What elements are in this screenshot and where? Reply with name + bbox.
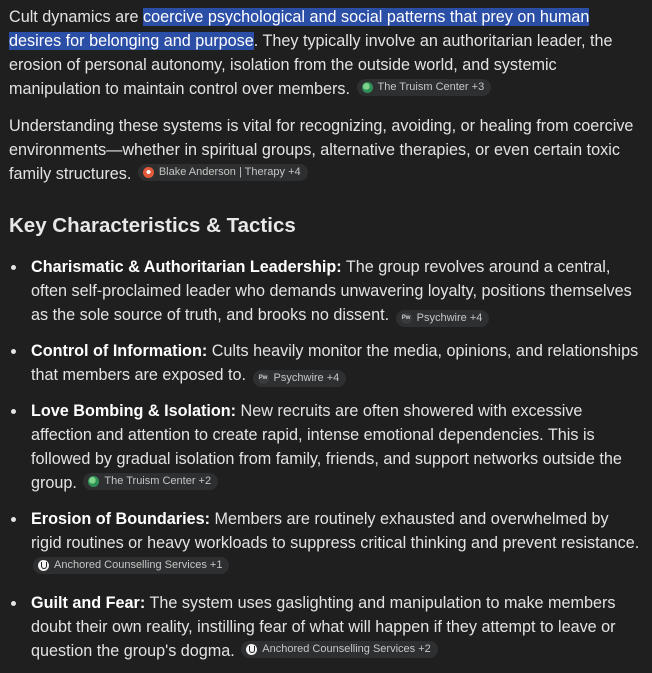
source-chip-psychwire[interactable]	[396, 310, 490, 327]
source-chip-label: Psychwire +4	[416, 312, 483, 324]
source-chip-blake[interactable]	[138, 164, 308, 181]
list-item	[9, 591, 642, 663]
item-term: Guilt and Fear:	[31, 594, 146, 612]
truism-center-logo-icon	[362, 82, 373, 93]
anchored-counselling-logo-icon	[38, 560, 49, 571]
list-item	[9, 399, 642, 495]
section-heading: Key Characteristics & Tactics	[9, 214, 296, 237]
source-chip-label: Anchored Counselling Services +1	[54, 559, 223, 571]
context-paragraph	[9, 114, 642, 186]
source-chip-label: The Truism Center +3	[377, 81, 485, 93]
intro-rest: . They typically involve an authoritarian leader, the erosion of personal autonomy, isolation from the outside world, and systemic manipulation to maintain control over members.	[9, 32, 613, 98]
item-text: Cults heavily monitor the media, opinions, and relationships that members are exposed to.	[31, 342, 639, 384]
intro-lead: Cult dynamics are	[9, 8, 144, 26]
list-item	[9, 255, 642, 327]
source-chip-truism[interactable]	[83, 473, 218, 490]
blake-anderson-logo-icon	[143, 167, 154, 178]
source-chip-truism[interactable]	[357, 79, 492, 96]
item-text: The system uses gaslighting and manipulation to make members doubt their own reality, instilling fear of what will happen if they attempt to leave or question the group's dogma.	[31, 594, 616, 660]
psychwire-logo-icon: Pw	[401, 313, 412, 324]
list-item	[9, 507, 642, 579]
item-term: Love Bombing & Isolation:	[31, 402, 237, 420]
characteristics-list	[9, 255, 642, 663]
source-chip-psychwire[interactable]	[253, 370, 347, 387]
item-term: Charismatic & Authoritarian Leadership:	[31, 258, 342, 276]
intro-paragraph	[9, 5, 642, 101]
item-text: Members are routinely exhausted and overwhelmed by rigid routines or heavy workloads to suppress critical thinking and prevent resistance.	[31, 510, 640, 552]
item-text: The group revolves around a central, often self-proclaimed leader who demands unwavering loyalty, positions themselves as the sole source of truth, and brooks no dissent.	[31, 258, 632, 324]
truism-center-logo-icon	[88, 476, 99, 487]
item-term: Control of Information:	[31, 342, 208, 360]
context-text: Understanding these systems is vital for recognizing, avoiding, or healing from coercive environments—whether in spiritual groups, alternative therapies, or even certain toxic family structures.	[9, 117, 634, 183]
source-chip-label: Blake Anderson | Therapy +4	[158, 166, 301, 178]
item-text: New recruits are often showered with excessive affection and attention to create rapid, intense emotional dependencies. This is followed by gradual isolation from family, friends, and support networks outside the group.	[31, 402, 622, 492]
psychwire-logo-icon: Pw	[258, 373, 269, 384]
source-chip-label: The Truism Center +2	[104, 475, 212, 487]
source-chip-label: Psychwire +4	[273, 372, 340, 384]
source-chip-label: Anchored Counselling Services +2	[262, 643, 431, 655]
source-chip-anchored[interactable]	[33, 557, 229, 574]
item-term: Erosion of Boundaries:	[31, 510, 210, 528]
list-item	[9, 339, 642, 387]
source-chip-anchored[interactable]	[241, 641, 437, 658]
highlighted-text[interactable]: coercive psychological and social patterns that prey on human desires for belonging and purpose	[9, 8, 590, 50]
anchored-counselling-logo-icon	[246, 644, 257, 655]
